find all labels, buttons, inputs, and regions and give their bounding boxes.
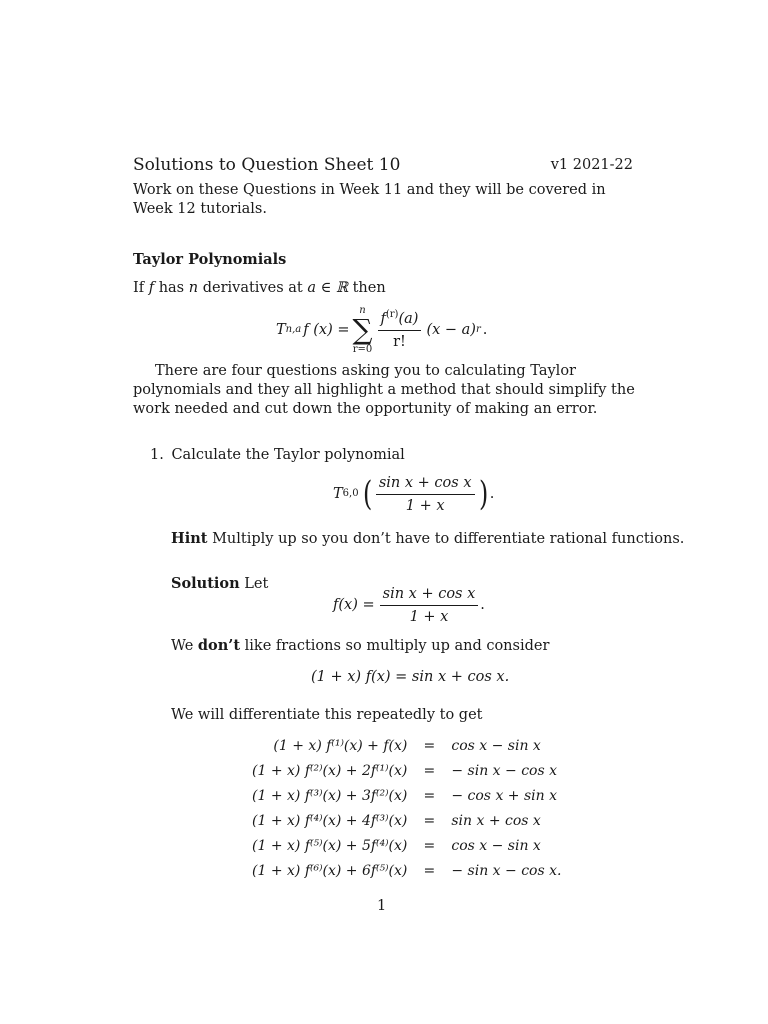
definition-lead: If f has n derivatives at a ∈ ℝ then [133,280,386,296]
solution-label: Solution [171,575,240,592]
page-header [133,155,633,179]
question-1: 1. Calculate the Taylor polynomial [150,447,405,463]
equation-eq: = [423,787,436,804]
equation-eq: = [423,837,436,854]
equation-rhs: − sin x − cos x [451,762,557,779]
equation-lhs: (1 + x) f⁽⁴⁾(x) + 4f⁽³⁾(x) [252,812,408,829]
equation-lhs: (1 + x) f⁽⁵⁾(x) + 5f⁽⁴⁾(x) [252,837,408,854]
taylor-fraction: $\frac{f^{(r)}(a)}{r!}$ [378,310,422,351]
hint-label: Hint [171,530,208,547]
summation-sign: n ∑ r=0 [352,305,373,355]
equation-eq: = [423,862,436,879]
equation-row [240,758,570,783]
equation-eq: = [423,737,436,754]
equation-rhs: − sin x − cos x. [451,862,562,879]
equation-lhs: (1 + x) f⁽²⁾(x) + 2f⁽¹⁾(x) [252,762,408,779]
equation-eq: = [423,762,436,779]
equation-row [240,833,570,858]
hint-line: Hint Multiply up so you don’t have to differentiate rational functions. [171,530,685,547]
page-number: 1 [377,898,387,914]
question-number: 1. [150,447,164,463]
equation-rhs: − cos x + sin x [451,787,557,804]
equation-array [240,733,570,883]
solution-fraction: $\frac{\text{sin x + cos x}}{1 + x}$ [380,585,479,626]
method-paragraph: There are four questions asking you to calculating Taylor polynomials and they all highlight a method that should simplify the work needed and cut down the opportunity of making an error. [133,363,635,417]
equation-row [240,783,570,808]
intro-text: Work on these Questions in Week 11 and they will be covered in Week 12 tutorials. [133,182,606,217]
equation-row [240,808,570,833]
dont-line: We don’t like fractions so multiply up and consider [171,637,550,654]
equation-rhs: sin x + cos x [451,812,541,829]
equation-eq: = [423,812,436,829]
taylor-formula: T n,a f (x) = n ∑ r=0 $\frac{f^{(r)}(a)}{r!}$ (x − a) r . [276,305,488,355]
question-fraction: $\frac{\text{sin x + cos x}}{1 + x}$ [376,474,475,515]
equation-row [240,858,570,883]
equation-row [240,733,570,758]
product-equation: (1 + x) f(x) = sin x + cos x. [311,669,510,685]
solution-definition: f(x) = $\frac{\text{sin x + cos x}}{1 + x}$ . [333,585,485,625]
version-label: v1 2021-22 [550,157,633,173]
equation-rhs: cos x − sin x [451,737,541,754]
page-title: Solutions to Question Sheet 10 [133,155,401,175]
section-heading: Taylor Polynomials [133,251,287,268]
equation-lhs: (1 + x) f⁽¹⁾(x) + f(x) [273,737,408,754]
equation-lhs: (1 + x) f⁽⁶⁾(x) + 6f⁽⁵⁾(x) [252,862,408,879]
solution-line: Solution Let [171,575,269,592]
differentiate-line: We will differentiate this repeatedly to get [171,707,483,723]
question-formula: T 6,0 ( $\frac{\text{sin x + cos x}}{1 + x}$ ) . [333,474,495,514]
equation-lhs: (1 + x) f⁽³⁾(x) + 3f⁽²⁾(x) [252,787,408,804]
equation-rhs: cos x − sin x [451,837,541,854]
derivative-equations [240,733,570,883]
